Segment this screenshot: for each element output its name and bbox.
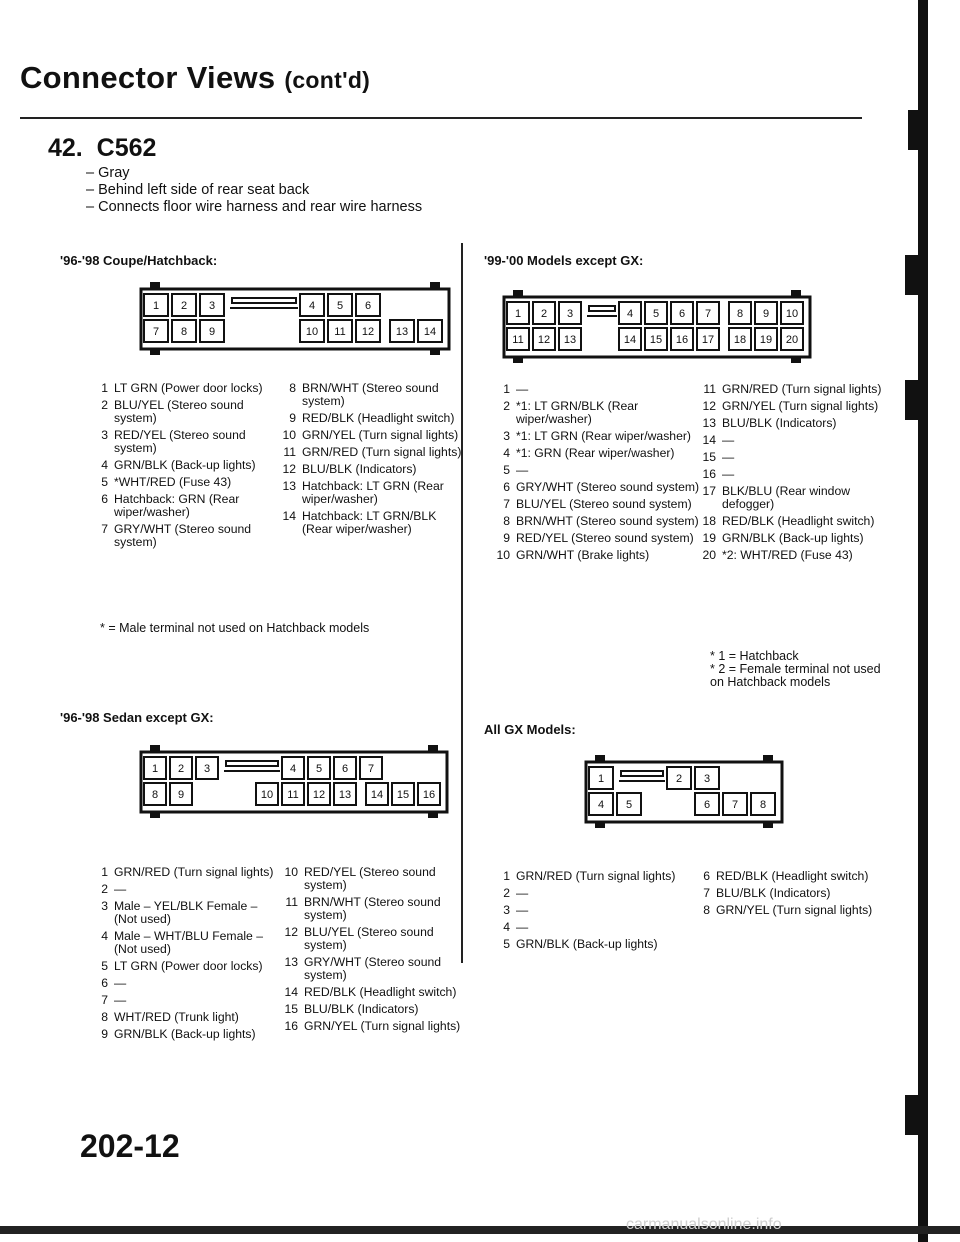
pin-number: 2 <box>503 886 510 900</box>
terminal-number: 5 <box>625 799 633 811</box>
pin-entry <box>696 434 896 447</box>
pin-wire-description: — <box>516 920 529 934</box>
pin-entry <box>276 429 464 442</box>
edge-tab <box>905 255 928 295</box>
pin-entry <box>490 447 700 460</box>
pin-number: 7 <box>503 497 510 511</box>
pin-entry <box>88 429 278 455</box>
pin-wire-description: GRN/RED (Turn signal lights) <box>114 865 274 879</box>
edge-tab <box>908 110 928 150</box>
pin-entry <box>490 400 700 426</box>
pin-entry <box>490 430 700 443</box>
pin-entry <box>88 476 278 489</box>
bullet-connects: – Connects floor wire harness and rear wire harness <box>86 199 423 215</box>
terminal-number: 7 <box>731 799 739 811</box>
pin-entry <box>88 523 278 549</box>
terminal-number: 1 <box>514 308 522 320</box>
terminal-number: 3 <box>566 308 574 320</box>
edge-tab <box>905 380 928 420</box>
pin-wire-description: Male – YEL/BLK Female – (Not used) <box>114 899 258 926</box>
pin-number: 10 <box>282 428 296 442</box>
pin-entry <box>696 451 896 464</box>
terminal-number: 1 <box>152 300 160 312</box>
pin-number: 19 <box>702 531 716 545</box>
pin-wire-description: — <box>722 467 735 481</box>
pin-number: 2 <box>503 399 510 413</box>
terminal-number: 12 <box>361 326 375 338</box>
terminal-number: 16 <box>422 789 436 801</box>
terminal-number: 7 <box>704 308 712 320</box>
pin-wire-description: LT GRN (Power door locks) <box>114 381 263 395</box>
pin-number: 8 <box>703 903 710 917</box>
terminal-number: 11 <box>334 326 346 338</box>
pin-entry <box>690 887 890 900</box>
gx-pin-list-left <box>490 870 700 955</box>
terminal-number: 9 <box>177 789 185 801</box>
terminal-number: 20 <box>785 334 799 346</box>
pin-number: 8 <box>289 381 296 395</box>
pin-entry <box>88 459 278 472</box>
pin-number: 15 <box>284 1002 298 1016</box>
pin-wire-description: Hatchback: GRN (Rear wiper/washer) <box>114 492 240 519</box>
pin-wire-description: GRN/YEL (Turn signal lights) <box>304 1019 461 1033</box>
pin-wire-description: BRN/WHT (Stereo sound system) <box>302 381 439 408</box>
pin-wire-description: RED/BLK (Headlight switch) <box>302 411 455 425</box>
pin-wire-description: Hatchback: LT GRN (Rear wiper/washer) <box>302 479 444 506</box>
pin-entry <box>276 480 464 506</box>
pin-number: 9 <box>289 411 296 425</box>
pin-entry <box>490 938 700 951</box>
pin-wire-description: — <box>516 463 529 477</box>
pin-number: 13 <box>702 416 716 430</box>
pin-wire-description: BLU/YEL (Stereo sound system) <box>516 497 692 511</box>
pin-wire-description: GRN/BLK (Back-up lights) <box>114 1027 256 1041</box>
terminal-number: 12 <box>312 789 326 801</box>
pin-entry <box>490 498 700 511</box>
pin-number: 20 <box>702 548 716 562</box>
pin-number: 2 <box>101 882 108 896</box>
terminal-number: 10 <box>260 789 274 801</box>
terminal-number: 4 <box>289 763 297 775</box>
pin-number: 11 <box>703 382 716 396</box>
pin-entry <box>276 382 464 408</box>
pin-wire-description: BLK/BLU (Rear window defogger) <box>722 484 851 511</box>
terminal-number: 2 <box>675 773 683 785</box>
terminal-number: 15 <box>396 789 410 801</box>
bullet-color: – Gray <box>86 165 130 181</box>
terminal-number: 2 <box>540 308 548 320</box>
pin-number: 8 <box>101 1010 108 1024</box>
pin-number: 1 <box>503 382 510 396</box>
connector-coupe <box>141 282 449 355</box>
pin-wire-description: GRN/WHT (Brake lights) <box>516 548 650 562</box>
pin-entry <box>88 399 278 425</box>
pin-entry <box>88 900 283 926</box>
pin-entry <box>88 960 283 973</box>
terminal-number: 12 <box>537 334 551 346</box>
pin-number: 3 <box>503 429 510 443</box>
pin-entry <box>278 896 468 922</box>
pin-wire-description: RED/YEL (Stereo sound system) <box>516 531 694 545</box>
pin-number: 7 <box>101 522 108 536</box>
coupe-note: * = Male terminal not used on Hatchback models <box>100 621 370 635</box>
pin-entry <box>276 463 464 476</box>
terminal-number: 4 <box>308 300 316 312</box>
pin-wire-description: GRN/YEL (Turn signal lights) <box>302 428 459 442</box>
pin-number: 3 <box>101 899 108 913</box>
pin-number: 8 <box>503 514 510 528</box>
pin-entry <box>696 549 896 562</box>
coupe-connector-diagram <box>140 282 462 372</box>
pin-entry <box>88 1028 283 1041</box>
pin-entry <box>276 510 464 536</box>
pin-number: 15 <box>702 450 716 464</box>
pin-number: 11 <box>285 895 298 909</box>
pin-wire-description: GRY/WHT (Stereo sound system) <box>304 955 442 982</box>
pin-number: 1 <box>101 381 108 395</box>
pin-entry <box>690 904 890 917</box>
pin-entry <box>278 866 468 892</box>
pin-number: 4 <box>101 458 108 472</box>
pin-wire-description: LT GRN (Power door locks) <box>114 959 263 973</box>
terminal-number: 11 <box>512 334 524 346</box>
terminal-number: 8 <box>180 326 188 338</box>
pin-entry <box>696 417 896 430</box>
pin-wire-description: BLU/BLK (Indicators) <box>716 886 831 900</box>
pin-wire-description: GRN/YEL (Turn signal lights) <box>716 903 873 917</box>
pin-wire-description: GRN/BLK (Back-up lights) <box>114 458 256 472</box>
pin-wire-description: — <box>722 433 735 447</box>
models99-pin-list-right <box>696 383 896 566</box>
terminal-number: 11 <box>287 789 299 801</box>
pin-wire-description: BRN/WHT (Stereo sound system) <box>304 895 441 922</box>
edge-tab <box>905 1095 928 1135</box>
pin-wire-description: — <box>516 382 529 396</box>
coupe-title: '96-'98 Coupe/Hatchback: <box>60 253 218 268</box>
connector-99-00 <box>504 290 810 363</box>
pin-entry <box>490 887 700 900</box>
pin-number: 2 <box>101 398 108 412</box>
note-hatchback: * 1 = Hatchback <box>710 649 799 663</box>
pin-wire-description: *2: WHT/RED (Fuse 43) <box>722 548 853 562</box>
pin-wire-description: GRN/YEL (Turn signal lights) <box>722 399 879 413</box>
pin-wire-description: RED/YEL (Stereo sound system) <box>304 865 436 892</box>
models99-pin-list-left <box>490 383 700 566</box>
pin-entry <box>696 400 896 413</box>
pin-entry <box>490 515 700 528</box>
page-number: 202-12 <box>80 1128 180 1164</box>
pin-number: 1 <box>101 865 108 879</box>
pin-number: 16 <box>702 467 716 481</box>
pin-wire-description: — <box>722 450 735 464</box>
pin-wire-description: BLU/BLK (Indicators) <box>302 462 417 476</box>
models99-notes <box>710 650 890 689</box>
pin-number: 5 <box>101 475 108 489</box>
terminal-number: 4 <box>597 799 605 811</box>
pin-number: 14 <box>284 985 298 999</box>
page-title <box>20 60 370 96</box>
terminal-number: 5 <box>652 308 660 320</box>
watermark: carmanualsonline.info <box>626 1216 782 1233</box>
pin-entry <box>696 532 896 545</box>
pin-wire-description: — <box>516 903 529 917</box>
pin-entry <box>88 382 278 395</box>
pin-entry <box>88 1011 283 1024</box>
pin-wire-description: BLU/YEL (Stereo sound system) <box>114 398 244 425</box>
pin-wire-description: GRY/WHT (Stereo sound system) <box>516 480 700 494</box>
terminal-number: 10 <box>305 326 319 338</box>
pin-entry <box>88 977 283 990</box>
pin-wire-description: *1: LT GRN (Rear wiper/washer) <box>516 429 691 443</box>
pin-entry <box>490 464 700 477</box>
terminal-number: 6 <box>364 300 372 312</box>
pin-wire-description: BLU/YEL (Stereo sound system) <box>304 925 434 952</box>
section-number: 42. <box>48 134 83 162</box>
pin-number: 12 <box>282 462 296 476</box>
terminal-number: 14 <box>370 789 384 801</box>
pin-number: 1 <box>503 869 510 883</box>
terminal-number: 8 <box>151 789 159 801</box>
terminal-number: 8 <box>759 799 767 811</box>
terminal-number: 18 <box>733 334 747 346</box>
pin-wire-description: GRY/WHT (Stereo sound system) <box>114 522 252 549</box>
sedan-connector-diagram <box>140 745 462 825</box>
pin-number: 18 <box>702 514 716 528</box>
pin-entry <box>88 930 283 956</box>
note-female-terminal: * 2 = Female terminal not used on Hatchback models <box>710 662 881 689</box>
pin-wire-description: RED/BLK (Headlight switch) <box>304 985 457 999</box>
page-bottom-bar <box>0 1226 960 1234</box>
pin-entry <box>278 1020 468 1033</box>
pin-number: 9 <box>101 1027 108 1041</box>
pin-wire-description: — <box>516 886 529 900</box>
terminal-number: 2 <box>180 300 188 312</box>
pin-wire-description: BLU/BLK (Indicators) <box>722 416 837 430</box>
terminal-number: 16 <box>675 334 689 346</box>
pin-number: 7 <box>703 886 710 900</box>
pin-number: 12 <box>702 399 716 413</box>
pin-number: 6 <box>101 976 108 990</box>
pin-number: 13 <box>282 479 296 493</box>
gx-pin-list-right <box>690 870 890 921</box>
terminal-number: 7 <box>152 326 160 338</box>
pin-number: 5 <box>101 959 108 973</box>
pin-entry <box>696 468 896 481</box>
pin-number: 17 <box>702 484 716 498</box>
pin-wire-description: WHT/RED (Trunk light) <box>114 1010 239 1024</box>
pin-entry <box>490 481 700 494</box>
terminal-number: 1 <box>597 773 605 785</box>
pin-wire-description: RED/BLK (Headlight switch) <box>716 869 869 883</box>
pin-entry <box>490 904 700 917</box>
pin-number: 5 <box>503 463 510 477</box>
terminal-number: 9 <box>208 326 216 338</box>
pin-number: 5 <box>503 937 510 951</box>
pin-wire-description: — <box>114 976 127 990</box>
pin-wire-description: *WHT/RED (Fuse 43) <box>114 475 232 489</box>
terminal-number: 14 <box>423 326 437 338</box>
pin-entry <box>490 870 700 883</box>
pin-wire-description: — <box>114 882 127 896</box>
pin-entry <box>490 921 700 934</box>
pin-number: 4 <box>101 929 108 943</box>
bullet-location: – Behind left side of rear seat back <box>86 182 310 198</box>
models99-title: '99-'00 Models except GX: <box>484 253 644 268</box>
terminal-number: 6 <box>341 763 349 775</box>
pin-entry <box>88 883 283 896</box>
pin-wire-description: GRN/RED (Turn signal lights) <box>516 869 676 883</box>
pin-wire-description: GRN/RED (Turn signal lights) <box>722 382 882 396</box>
pin-entry <box>696 485 896 511</box>
terminal-number: 17 <box>701 334 715 346</box>
models99-connector-diagram <box>503 290 833 370</box>
pin-number: 3 <box>101 428 108 442</box>
terminal-number: 6 <box>703 799 711 811</box>
terminal-number: 8 <box>736 308 744 320</box>
pin-wire-description: Hatchback: LT GRN/BLK (Rear wiper/washer) <box>302 509 437 536</box>
pin-wire-description: *1: LT GRN/BLK (Rear wiper/washer) <box>516 399 639 426</box>
terminal-number: 3 <box>203 763 211 775</box>
pin-entry <box>278 926 468 952</box>
sedan-pin-list-left <box>88 866 283 1045</box>
pin-number: 12 <box>284 925 298 939</box>
pin-entry <box>88 866 283 879</box>
terminal-number: 19 <box>759 334 773 346</box>
pin-entry <box>276 412 464 425</box>
pin-number: 9 <box>503 531 510 545</box>
coupe-pin-list-right <box>276 382 464 540</box>
pin-number: 10 <box>496 548 510 562</box>
terminal-number: 13 <box>395 326 409 338</box>
pin-number: 6 <box>503 480 510 494</box>
section-heading <box>48 134 156 163</box>
sedan-title: '96-'98 Sedan except GX: <box>60 710 214 725</box>
terminal-number: 10 <box>785 308 799 320</box>
terminal-number: 6 <box>678 308 686 320</box>
pin-entry <box>88 493 278 519</box>
terminal-number: 3 <box>208 300 216 312</box>
pin-number: 13 <box>284 955 298 969</box>
coupe-pin-list-left <box>88 382 278 553</box>
pin-number: 16 <box>284 1019 298 1033</box>
terminal-number: 5 <box>336 300 344 312</box>
pin-number: 14 <box>282 509 296 523</box>
pin-wire-description: BLU/BLK (Indicators) <box>304 1002 419 1016</box>
pin-wire-description: GRN/RED (Turn signal lights) <box>302 445 462 459</box>
terminal-number: 5 <box>315 763 323 775</box>
page-edge-bar <box>918 0 928 1242</box>
pin-number: 3 <box>503 903 510 917</box>
pin-number: 6 <box>703 869 710 883</box>
terminal-number: 7 <box>367 763 375 775</box>
pin-entry <box>690 870 890 883</box>
pin-wire-description: Male – WHT/BLU Female – (Not used) <box>114 929 263 956</box>
connector-gx <box>586 755 782 828</box>
title-suffix: (cont'd) <box>284 67 371 93</box>
pin-wire-description: BRN/WHT (Stereo sound system) <box>516 514 699 528</box>
pin-number: 7 <box>101 993 108 1007</box>
terminal-number: 15 <box>649 334 663 346</box>
gx-connector-diagram <box>585 755 765 835</box>
section-name: C562 <box>96 134 157 162</box>
pin-number: 4 <box>503 446 510 460</box>
pin-number: 4 <box>503 920 510 934</box>
pin-entry <box>88 994 283 1007</box>
pin-entry <box>490 532 700 545</box>
pin-wire-description: GRN/BLK (Back-up lights) <box>722 531 864 545</box>
pin-entry <box>278 956 468 982</box>
pin-wire-description: — <box>114 993 127 1007</box>
terminal-number: 14 <box>623 334 637 346</box>
terminal-number: 13 <box>563 334 577 346</box>
pin-entry <box>490 549 700 562</box>
pin-entry <box>278 986 468 999</box>
header-rule <box>20 117 862 119</box>
pin-wire-description: *1: GRN (Rear wiper/washer) <box>516 446 675 460</box>
terminal-number: 2 <box>177 763 185 775</box>
terminal-number: 4 <box>626 308 634 320</box>
pin-entry <box>278 1003 468 1016</box>
pin-number: 6 <box>101 492 108 506</box>
pin-number: 10 <box>284 865 298 879</box>
terminal-number: 1 <box>151 763 159 775</box>
connector-sedan <box>141 745 447 818</box>
sedan-pin-list-right <box>278 866 468 1037</box>
pin-number: 14 <box>702 433 716 447</box>
pin-entry <box>276 446 464 459</box>
pin-entry <box>490 383 700 396</box>
terminal-number: 13 <box>338 789 352 801</box>
terminal-number: 9 <box>762 308 770 320</box>
terminal-number: 3 <box>703 773 711 785</box>
pin-wire-description: RED/BLK (Headlight switch) <box>722 514 875 528</box>
title-text: Connector Views <box>20 60 276 95</box>
gx-title: All GX Models: <box>484 722 576 737</box>
pin-number: 11 <box>283 445 296 459</box>
pin-wire-description: GRN/BLK (Back-up lights) <box>516 937 658 951</box>
pin-entry <box>696 383 896 396</box>
pin-entry <box>696 515 896 528</box>
pin-wire-description: RED/YEL (Stereo sound system) <box>114 428 246 455</box>
